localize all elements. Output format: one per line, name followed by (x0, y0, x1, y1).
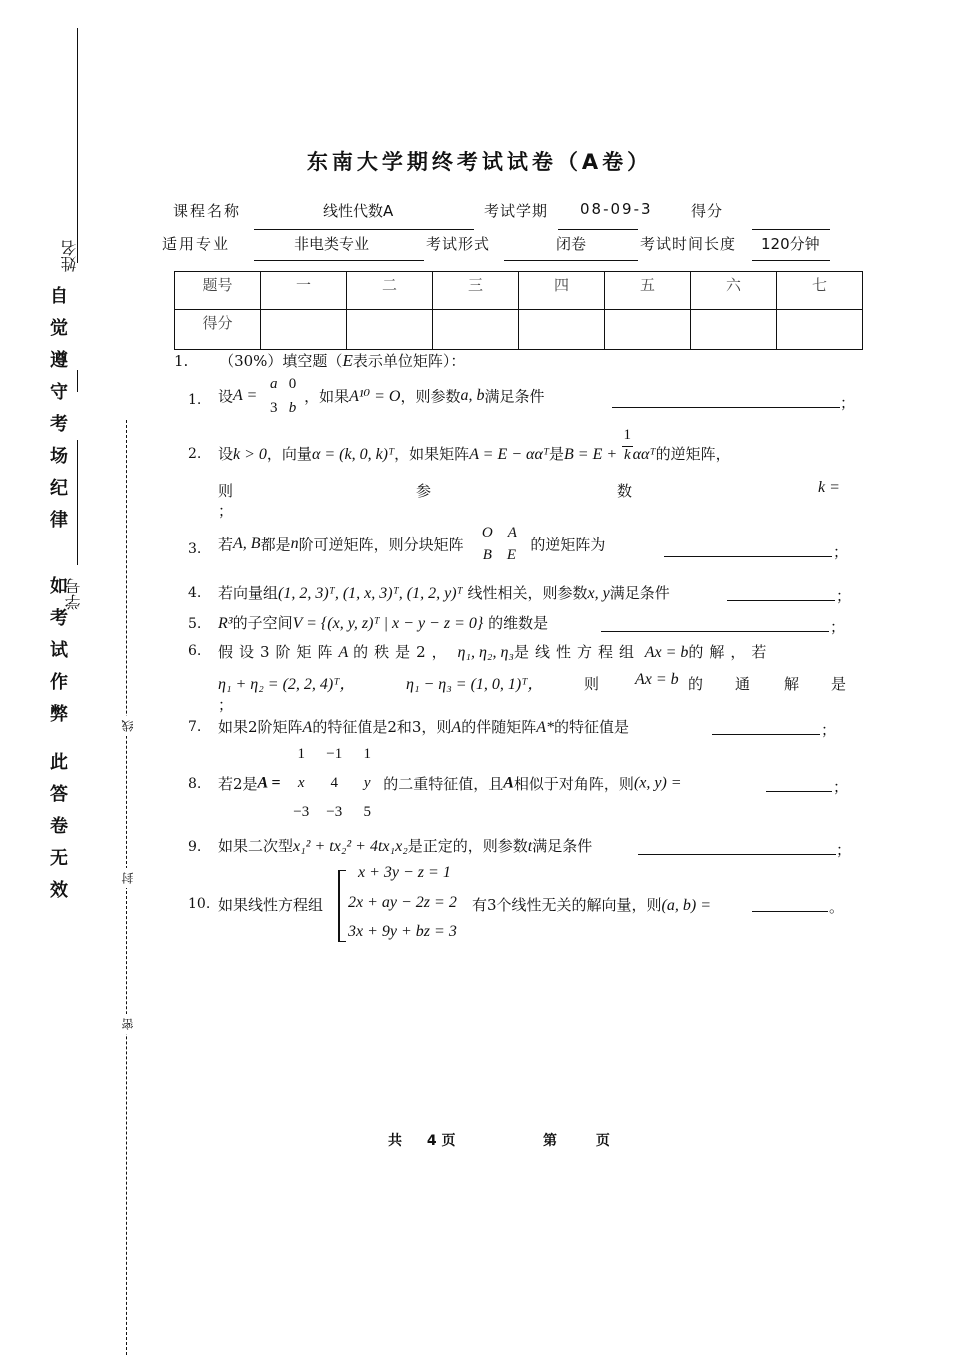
q2-text: 设 (218, 445, 234, 463)
major-underline (254, 260, 424, 261)
section-e: E (342, 351, 353, 370)
q7-answer-blank[interactable] (712, 717, 820, 735)
matrix-cell: −3 (326, 804, 343, 820)
binding-line-label: 线 (119, 716, 136, 736)
q2-B2: ααᵀ (632, 446, 656, 463)
q9-t: t (527, 838, 533, 855)
q6-e6: 通 (735, 675, 751, 693)
q6-text-d: 的解，若 (688, 643, 773, 661)
score-input-cell[interactable] (261, 310, 347, 350)
q4-vecs: (1, 2, 3)ᵀ, (1, x, 3)ᵀ, (1, 2, y)ᵀ (278, 585, 463, 602)
question-4 (218, 582, 670, 603)
q10-eq3: 3x + 9y + bz = 3 (348, 923, 457, 940)
q7-text-c: 的伴随矩阵 (461, 718, 537, 736)
q10-brace (338, 870, 346, 942)
q7-A: A (302, 719, 313, 736)
q2-fraction (622, 425, 633, 465)
matrix-cell: −3 (293, 804, 310, 820)
major-top-line (254, 229, 474, 230)
notice-invalid: 此答卷无效 (47, 752, 68, 912)
duration-value: 120分钟 (761, 235, 820, 253)
notice-discipline: 自觉遵守考场纪律 (47, 286, 68, 542)
q2-frac-top: 1 (623, 427, 632, 443)
q6-e7: 解 (784, 675, 800, 693)
footer-total (388, 1130, 456, 1150)
q2-text-d: 是 (549, 445, 565, 463)
q10-end: 。 (829, 898, 845, 916)
q3-n: n (290, 535, 299, 552)
q2-alpha: α = (k, 0, k)ᵀ (311, 446, 395, 463)
course-value: 线性代数A (323, 202, 394, 220)
binding-seal-label: 封 (119, 868, 136, 888)
table-row (175, 310, 863, 350)
matrix-cell: 5 (363, 804, 371, 820)
q3-text: 若 (218, 535, 234, 554)
q1-end: ； (840, 394, 856, 412)
q5-text: 的子空间 (232, 614, 293, 632)
major-value: 非电类专业 (294, 235, 370, 253)
matrix-cell: 1 (297, 746, 305, 762)
matrix-cell: x (297, 775, 305, 791)
table-cell: 五 (605, 272, 691, 310)
q2-text-b: ，向量 (266, 445, 312, 463)
q8-xy: (x, y) = (633, 774, 682, 792)
matrix-cell: E (506, 547, 517, 563)
q2-B: B = E + (564, 446, 618, 463)
form-value: 闭卷 (556, 235, 587, 253)
footer-page (543, 1130, 610, 1150)
q3-text-d: 的逆矩阵为 (530, 535, 606, 554)
table-cell: 六 (691, 272, 777, 310)
q9-answer-blank[interactable] (638, 837, 836, 855)
q8-number: 8. (188, 776, 202, 792)
notice-cheating: 如考试作弊 (47, 576, 68, 736)
q2-f1: 则 (218, 482, 234, 500)
id-label: 学号 (64, 578, 83, 610)
q2-f4: k = (818, 479, 840, 496)
q6-text: 假设3阶矩阵 (218, 643, 339, 661)
major-label: 适用专业 (162, 235, 231, 253)
q10-text-b: 有3个线性无关的解向量，则 (472, 896, 662, 914)
q4-end: ； (836, 587, 852, 605)
q6-Ax: Ax = b (644, 644, 689, 661)
q1-matrix (262, 372, 304, 420)
q8-A: A = (257, 774, 281, 792)
q3-vars: A, B (233, 535, 261, 552)
q8-end: ； (833, 778, 849, 796)
q2-k: k > 0 (233, 446, 267, 463)
matrix-cell: −1 (326, 746, 343, 762)
question-1 (218, 372, 544, 420)
q8-A2: A (503, 774, 514, 792)
q2-end: ； (218, 502, 234, 520)
q1-text: 设 (218, 387, 234, 406)
binding-secret-label: 密 (119, 1014, 136, 1034)
q4-answer-blank[interactable] (727, 583, 835, 601)
question-7 (218, 716, 629, 737)
q9-number: 9. (188, 839, 202, 855)
q1-number: 1. (188, 392, 202, 408)
matrix-cell: 0 (288, 376, 297, 392)
footer-page-a: 第 (543, 1133, 557, 1149)
course-label: 课程名称 (173, 202, 242, 220)
q10-eq2: 2x + ay − 2z = 2 (348, 894, 457, 911)
q3-text-b: 都是 (260, 535, 291, 554)
q8-text-b: 的二重特征值，且 (383, 775, 504, 793)
q6-number: 6. (188, 643, 202, 659)
q7-end: ； (821, 721, 837, 739)
question-3 (218, 522, 605, 566)
q6-etas: η₁, η₂, η₃ (457, 644, 514, 661)
matrix-cell: O (481, 525, 493, 541)
q9-text-c: 满足条件 (532, 837, 593, 855)
q1-text-c: ，则参数 (400, 387, 461, 406)
q10-ab: (a, b) = (661, 897, 711, 914)
footer-page-b: 页 (595, 1133, 610, 1149)
score-input-cell[interactable] (691, 310, 777, 350)
table-cell: 四 (519, 272, 605, 310)
q7-number: 7. (188, 719, 202, 735)
table-cell: 题号 (175, 272, 261, 310)
q4-text-b: 线性相关，则参数 (467, 584, 588, 602)
section-text: （30%）填空题（ (219, 352, 343, 370)
form-underline (504, 260, 638, 261)
table-cell: 二 (347, 272, 433, 310)
q8-text: 若2是 (218, 775, 258, 793)
q5-end: ； (830, 618, 846, 636)
score-label: 得分 (691, 202, 724, 220)
q3-text-c: 阶可逆矩阵，则分块矩阵 (298, 535, 464, 554)
matrix-cell: 1 (363, 746, 371, 762)
score-input-cell[interactable] (433, 310, 519, 350)
matrix-cell: a (269, 376, 278, 392)
term-label: 考试学期 (484, 202, 549, 220)
q9-form: x₁² + tx₂² + 4tx₁x₂ (293, 838, 408, 855)
q5-text-b: 的维数是 (488, 614, 549, 632)
exam-title: 东南大学期终考试试卷（A卷） (306, 150, 653, 174)
q3-answer-blank[interactable] (664, 539, 832, 557)
q9-text: 如果二次型 (218, 837, 294, 855)
q10-eq1: x + 3y − z = 1 (358, 864, 451, 881)
q1-text-b: ，如果 (304, 387, 350, 406)
duration-top-line (752, 229, 830, 230)
q2-text-e: 的逆矩阵， (655, 445, 731, 463)
q1-vars: a, b (460, 387, 485, 404)
q7-text-b: 的特征值是2和3，则 (312, 718, 452, 736)
question-10-tail (472, 894, 711, 915)
duration-label: 考试时间长度 (640, 235, 737, 253)
score-input-cell[interactable] (519, 310, 605, 350)
question-9 (218, 835, 592, 856)
score-input-cell[interactable] (605, 310, 691, 350)
question-8 (218, 740, 682, 827)
q3-end: ； (833, 543, 849, 561)
term-value: 08-09-3 (580, 200, 653, 218)
score-input-cell[interactable] (777, 310, 863, 350)
q5-V: V = {(x, y, z)ᵀ | x − y − z = 0} (292, 615, 484, 632)
form-label: 考试形式 (426, 235, 491, 253)
table-cell: 七 (777, 272, 863, 310)
q10-number: 10. (188, 896, 211, 912)
section-heading (174, 350, 465, 371)
matrix-cell: 4 (330, 775, 338, 791)
q5-R: R³ (218, 615, 233, 632)
table-cell: 得分 (175, 310, 261, 350)
q5-answer-blank[interactable] (601, 614, 829, 632)
q4-vars: x, y (587, 585, 610, 602)
question-2 (218, 427, 731, 465)
q6-e8: 是 (831, 675, 847, 693)
q10-text: 如果线性方程组 (218, 896, 324, 914)
table-cell: 三 (433, 272, 519, 310)
footer-total-n: 4 (426, 1133, 437, 1149)
id-divider-line (77, 440, 78, 565)
q6-A: A (338, 644, 349, 661)
question-5 (218, 612, 548, 633)
q7-text: 如果2阶矩阵 (218, 718, 303, 736)
q7-A2: A (451, 719, 462, 736)
question-6-line1 (218, 641, 846, 662)
q7-text-d: 的特征值是 (554, 718, 630, 736)
footer-total-a: 共 (388, 1133, 402, 1149)
score-table (174, 271, 863, 350)
name-label: 姓名 (60, 240, 79, 272)
q3-number: 3. (188, 541, 202, 557)
matrix-cell: b (288, 400, 297, 416)
id-divider-line-top (77, 370, 78, 392)
matrix-cell: A (507, 525, 517, 541)
matrix-cell: B (482, 547, 492, 563)
q2-frac-bot: k (623, 447, 631, 463)
table-cell: 一 (261, 272, 347, 310)
section-number: 1. (174, 352, 189, 370)
q8-text-c: 相似于对角阵，则 (513, 775, 634, 793)
q2-A: A = E − ααᵀ (469, 446, 550, 463)
form-top-line (558, 229, 638, 230)
q2-text-c: ，如果矩阵 (394, 445, 470, 463)
q10-answer-blank[interactable] (752, 894, 828, 912)
q4-number: 4. (188, 585, 202, 601)
q2-f2: 参 (416, 482, 432, 500)
q1-expr: A = (233, 387, 258, 404)
q6-e3: 则 (584, 675, 600, 693)
q1-answer-blank[interactable] (612, 390, 840, 408)
q8-answer-blank[interactable] (766, 774, 832, 792)
q7-Astar: A* (536, 719, 554, 736)
score-input-cell[interactable] (347, 310, 433, 350)
q2-f3: 数 (617, 482, 633, 500)
q1-cond: A¹⁰ = O (349, 388, 401, 405)
q6-text-c: 是线性方程组 (513, 643, 640, 661)
q6-end: ； (218, 696, 234, 714)
q6-e2: η₁ − η₃ = (1, 0, 1)ᵀ， (406, 676, 544, 693)
q9-text-b: 是正定的，则参数 (407, 837, 528, 855)
q3-matrix (468, 522, 530, 566)
q4-text: 若向量组 (218, 584, 279, 602)
q6-e5: 的 (688, 675, 704, 693)
duration-underline (752, 260, 830, 261)
q6-e1: η₁ + η₂ = (2, 2, 4)ᵀ， (218, 676, 356, 693)
matrix-cell: y (363, 775, 371, 791)
q8-matrix (285, 740, 383, 827)
q6-e4: Ax = b (635, 671, 679, 688)
matrix-cell: 3 (269, 400, 278, 416)
q1-text-d: 满足条件 (484, 387, 545, 406)
table-row (175, 272, 863, 310)
section-text2: 表示单位矩阵）： (352, 352, 466, 370)
q9-end: ； (836, 841, 852, 859)
q5-number: 5. (188, 616, 202, 632)
q6-text-b: 的秩是2， (353, 643, 453, 661)
footer-total-b: 页 (441, 1133, 456, 1149)
q2-number: 2. (188, 446, 202, 462)
q4-text-c: 满足条件 (609, 584, 670, 602)
